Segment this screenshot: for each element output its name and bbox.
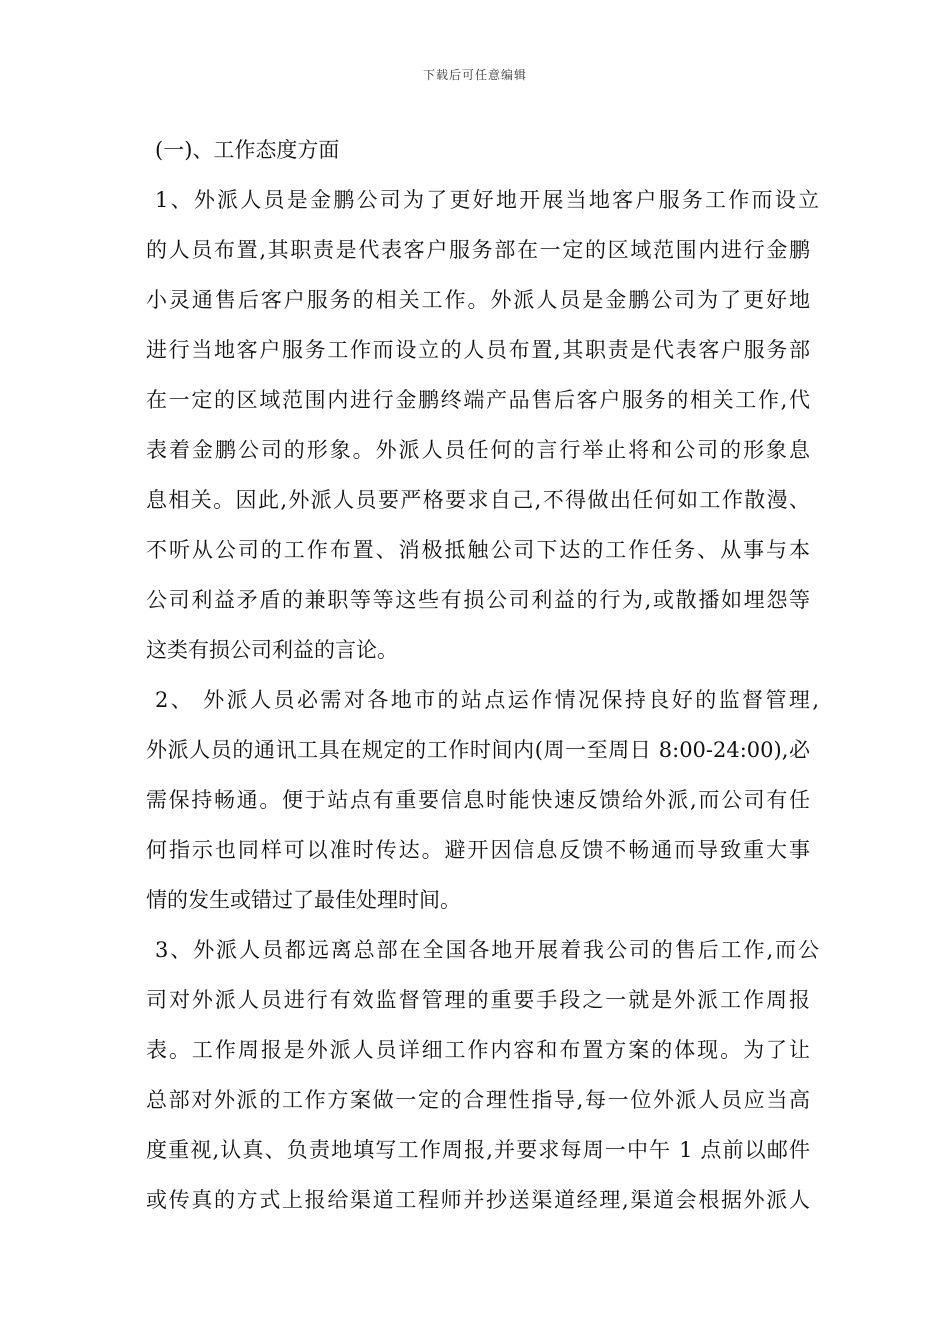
paragraph-line: 表。工作周报是外派人员详细工作内容和布置方案的体现。为了让 xyxy=(146,1038,810,1062)
paragraph-line: 的人员布置,其职责是代表客户服务部在一定的区域范围内进行金鹏 xyxy=(146,238,810,262)
paragraph-line: 1、外派人员是金鹏公司为了更好地开展当地客户服务工作而设立 xyxy=(155,188,819,212)
paragraph-line: 不听从公司的工作布置、消极抵触公司下达的工作任务、从事与本 xyxy=(146,538,810,562)
paragraph-line: 何指示也同样可以准时传达。避开因信息反馈不畅通而导致重大事 xyxy=(146,838,810,862)
paragraph-line: 在一定的区域范围内进行金鹏终端产品售后客户服务的相关工作,代 xyxy=(146,388,810,412)
paragraph-line: 需保持畅通。便于站点有重要信息时能快速反馈给外派,而公司有任 xyxy=(146,788,810,812)
paragraph-line: 情的发生或错过了最佳处理时间。 xyxy=(146,888,461,912)
paragraph-line: 司对外派人员进行有效监督管理的重要手段之一就是外派工作周报 xyxy=(146,988,810,1012)
paragraph-line: 外派人员的通讯工具在规定的工作时间内(周一至周日 8:00-24:00),必 xyxy=(146,738,810,762)
paragraph-line: 2、 外派人员必需对各地市的站点运作情况保持良好的监督管理, xyxy=(155,688,819,712)
header-note: 下载后可任意编辑 xyxy=(422,68,527,82)
paragraph-line: 息相关。因此,外派人员要严格要求自己,不得做出任何如工作散漫、 xyxy=(146,488,810,512)
paragraph-line: 度重视,认真、负责地填写工作周报,并要求每周一中午 1 点前以邮件 xyxy=(146,1138,810,1162)
paragraph-line: 总部对外派的工作方案做一定的合理性指导,每一位外派人员应当高 xyxy=(146,1088,810,1112)
paragraph-line: 表着金鹏公司的形象。外派人员任何的言行举止将和公司的形象息 xyxy=(146,438,810,462)
paragraph-line: 3、外派人员都远离总部在全国各地开展着我公司的售后工作,而公 xyxy=(155,938,819,962)
paragraph-line: 进行当地客户服务工作而设立的人员布置,其职责是代表客户服务部 xyxy=(146,338,810,362)
paragraph-line: 小灵通售后客户服务的相关工作。外派人员是金鹏公司为了更好地 xyxy=(146,288,810,312)
paragraph-line: 这类有损公司利益的言论。 xyxy=(146,638,398,662)
paragraph-line: 或传真的方式上报给渠道工程师并抄送渠道经理,渠道会根据外派人 xyxy=(146,1188,810,1212)
section-heading: (一)、工作态度方面 xyxy=(155,138,340,162)
paragraph-line: 公司利益矛盾的兼职等等这些有损公司利益的行为,或散播如埋怨等 xyxy=(146,588,810,612)
